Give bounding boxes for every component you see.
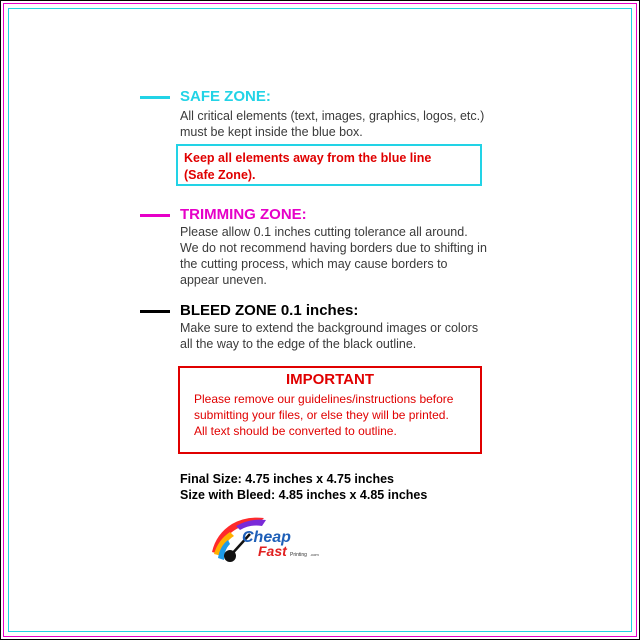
cheap-fast-printing-logo (206, 512, 336, 572)
important-title: IMPORTANT (285, 371, 375, 388)
trimming-zone-line-2: We do not recommend having borders due to shifting in (180, 241, 487, 255)
important-box (178, 366, 482, 454)
trimming-zone-line-3: the cutting process, which may cause borders to (180, 257, 448, 271)
bleed-zone-swatch (140, 310, 170, 313)
safe-zone-swatch (140, 96, 170, 99)
bleed-zone-line-2: all the way to the edge of the black outline. (180, 337, 417, 351)
bleed-zone-line-1: Make sure to extend the background images or colors (180, 321, 479, 335)
safe-zone-box-line-1: Keep all elements away from the blue line (184, 151, 432, 165)
logo-word-fast: Fast (258, 543, 287, 559)
logo-word-printing: Printing (290, 552, 307, 558)
safe-zone-box-line-2: (Safe Zone). (184, 168, 256, 182)
important-line-3: All text should be converted to outline. (194, 424, 397, 438)
logo-word-cheap: Cheap (242, 529, 291, 546)
logo-suffix: .com (310, 552, 319, 557)
trimming-zone-title: TRIMMING ZONE: (180, 206, 307, 223)
trimming-zone-line-4: appear uneven. (180, 273, 267, 287)
trimming-zone-line-1: Please allow 0.1 inches cutting tolerance all around. (180, 225, 468, 239)
safe-zone-title: SAFE ZONE: (180, 88, 271, 105)
safe-zone-box (176, 144, 482, 186)
important-line-1: Please remove our guidelines/instructions before (194, 392, 454, 406)
safe-zone-box-text (184, 150, 431, 184)
paint-splash-icon (206, 512, 336, 572)
safe-zone-line-2: must be kept inside the blue box. (180, 125, 363, 139)
important-line-2: submitting your files, or else they will be printed. (194, 408, 449, 422)
trimming-zone-swatch (140, 214, 170, 217)
safe-zone-line-1: All critical elements (text, images, graphics, logos, etc.) (180, 109, 485, 123)
bleed-zone-title: BLEED ZONE 0.1 inches: (180, 302, 359, 319)
final-size-text: Final Size: 4.75 inches x 4.75 inches (180, 472, 394, 486)
bleed-size-text: Size with Bleed: 4.85 inches x 4.85 inches (180, 488, 428, 502)
